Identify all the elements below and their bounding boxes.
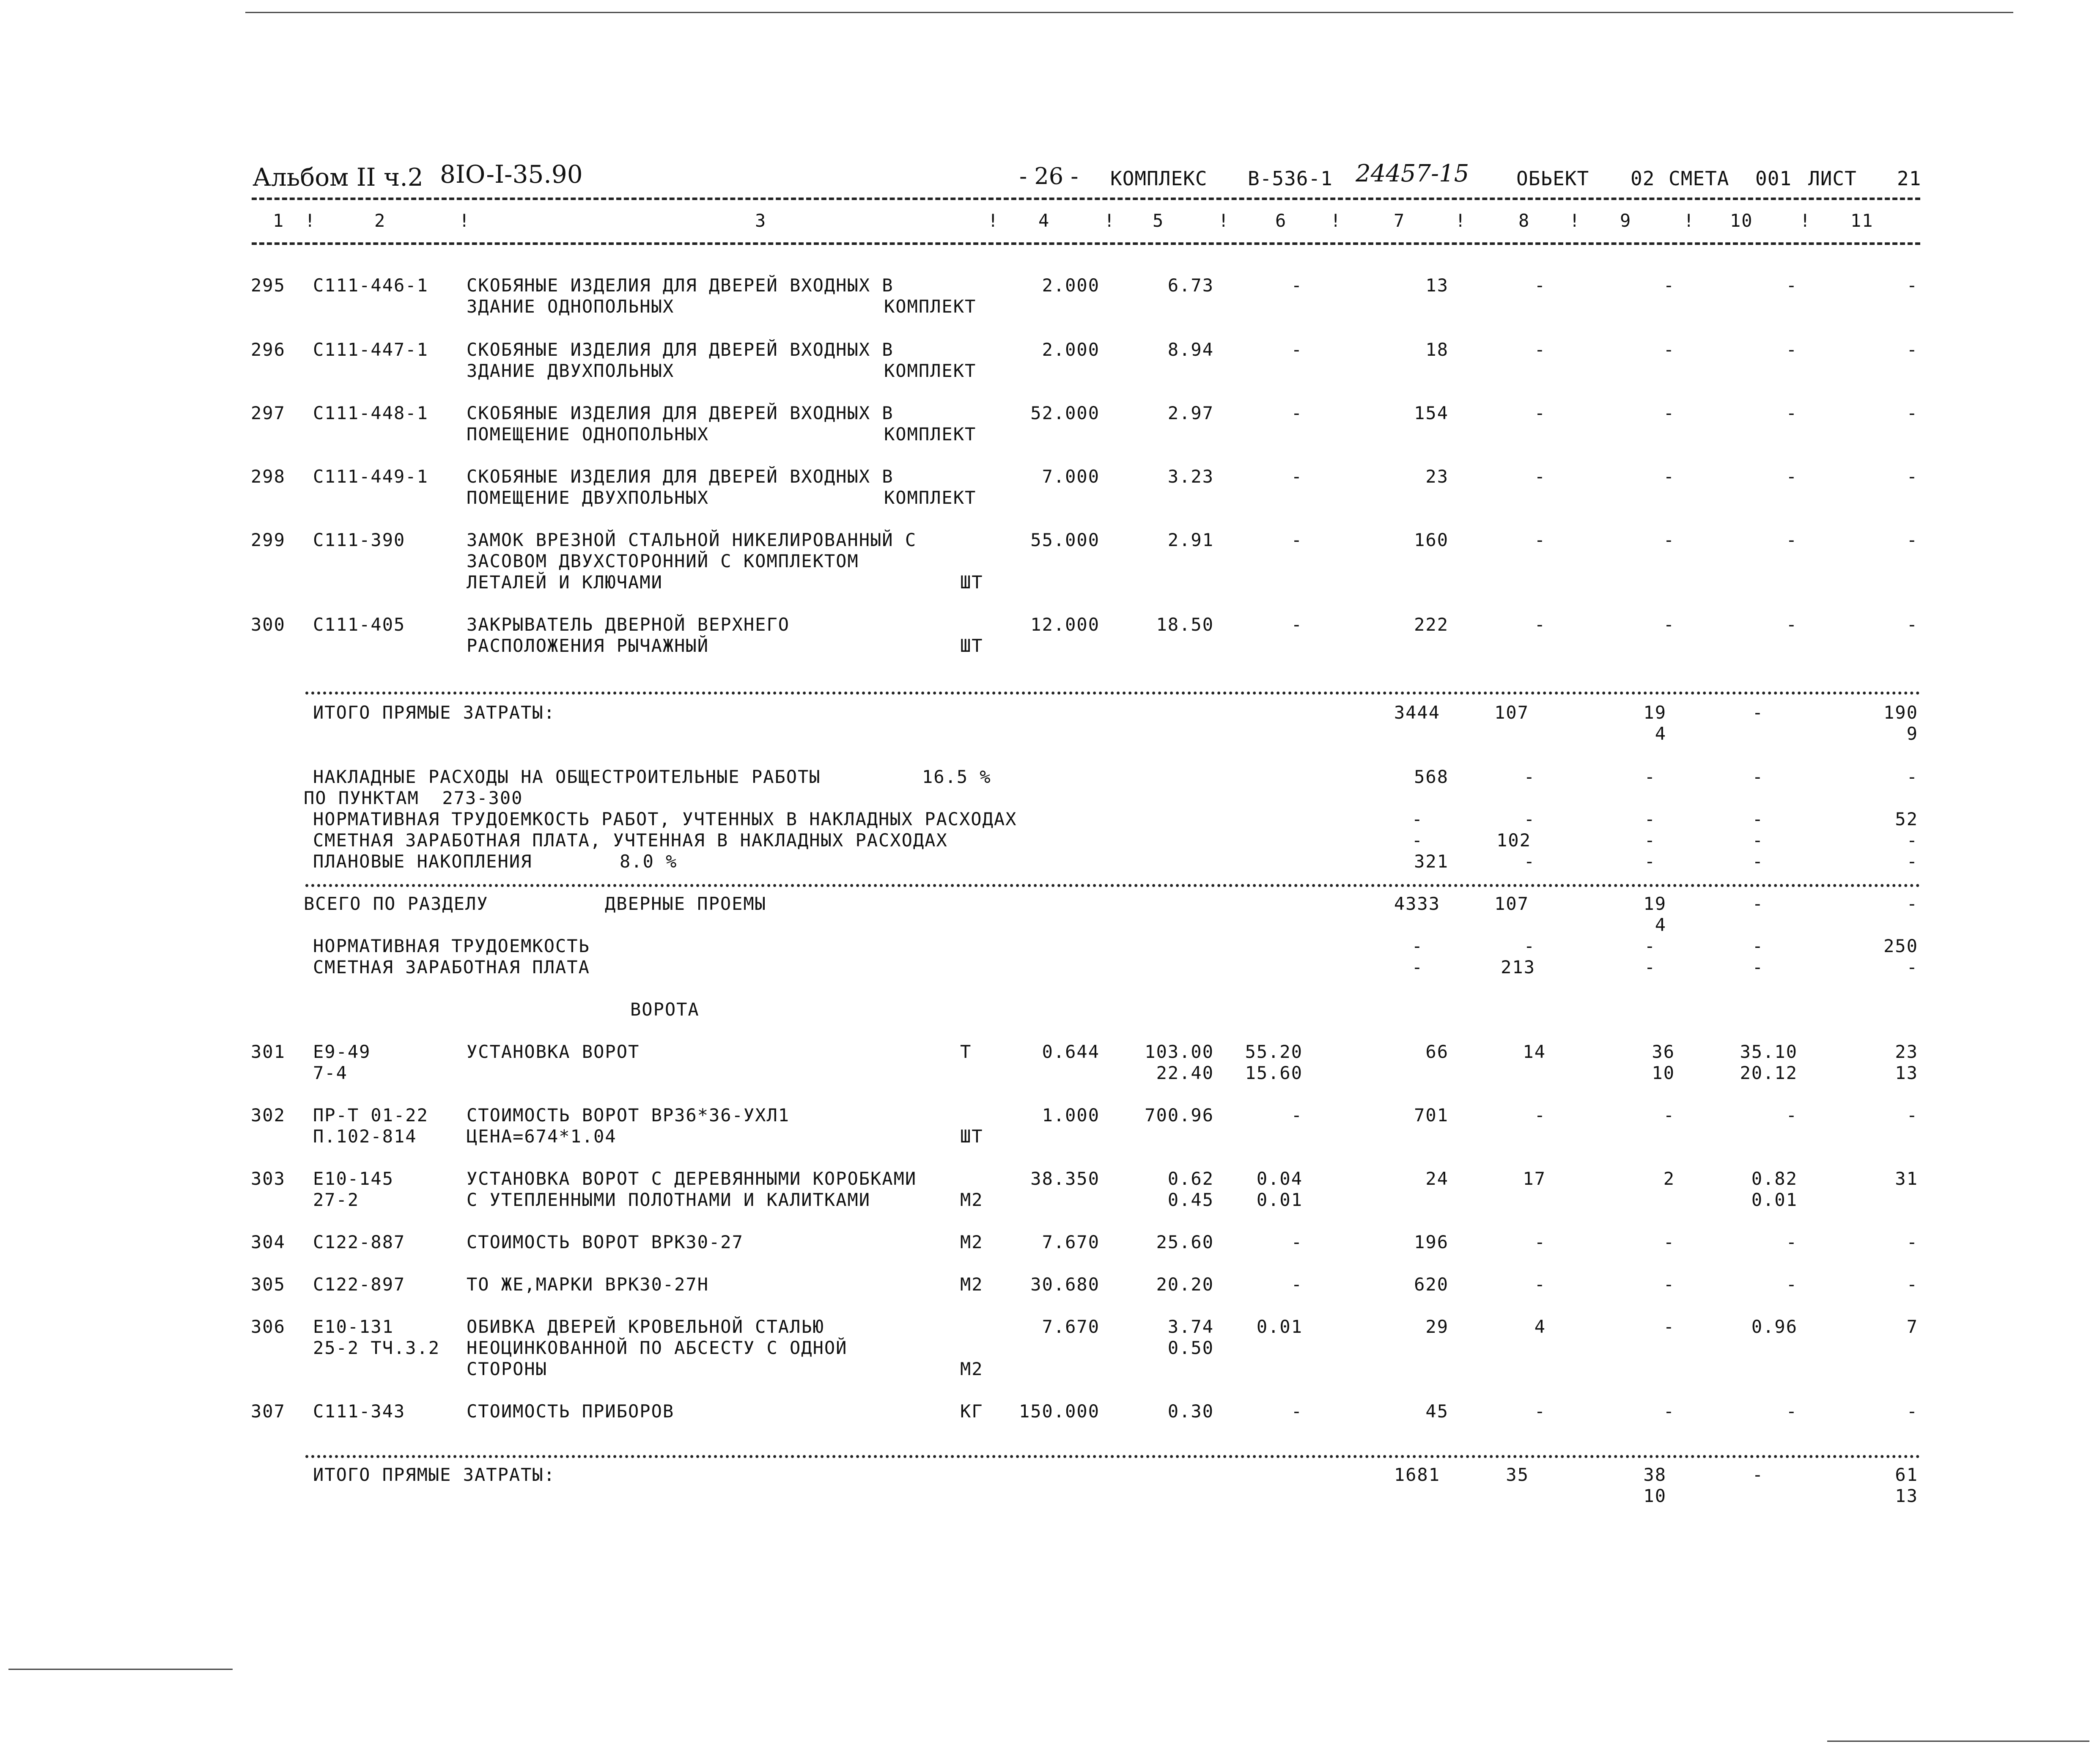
row-labor-total: - (1906, 530, 1918, 550)
total2-label: ИТОГО ПРЯМЫЕ ЗАТРАТЫ: (313, 1464, 556, 1485)
section-wage-cost: - (1411, 957, 1423, 977)
section-wage-labor: - (1906, 957, 1918, 977)
row-machine-total: - (1663, 403, 1675, 423)
row-total-cost: 66 (1425, 1041, 1449, 1062)
row-unit: М2 (960, 1232, 983, 1252)
total2-labor-line2: 13 (1895, 1485, 1918, 1506)
section-total-label: ВСЕГО ПО РАЗДЕЛУ (304, 893, 489, 914)
row-code: С111-405 (313, 614, 406, 635)
estimate-label: СМЕТА (1669, 167, 1729, 190)
row-labor-total: - (1906, 339, 1918, 360)
row-code: С111-390 (313, 530, 406, 550)
row-quantity: 0.644 (1042, 1041, 1100, 1062)
labor-norm-machine: - (1644, 809, 1656, 829)
row-labor-unit: - (1786, 275, 1798, 296)
row-number: 297 (251, 403, 285, 423)
row-unit: КОМПЛЕКТ (884, 487, 977, 508)
row-unit-price: 3.23 (1167, 466, 1214, 487)
planned-wage: - (1524, 851, 1535, 872)
column-header-4: 4 (1038, 210, 1050, 231)
row-machine-total: 2 (1663, 1168, 1675, 1189)
row-number: 298 (251, 466, 285, 487)
labor-norm-labor: 52 (1895, 809, 1918, 829)
column-separator: ! (1218, 210, 1230, 231)
row-wage-total: - (1534, 614, 1546, 635)
row-wage-total: - (1534, 275, 1546, 296)
column-header-2: 2 (374, 210, 386, 231)
overhead-wage: - (1524, 766, 1535, 787)
section-wage-labor-unit: - (1752, 957, 1764, 977)
row-description: СТОРОНЫ (467, 1359, 548, 1379)
row-total-cost: 222 (1414, 614, 1449, 635)
column-separator: ! (1569, 210, 1581, 231)
row-quantity: 150.000 (1018, 1401, 1100, 1422)
overhead-machine: - (1644, 766, 1656, 787)
row-labor-total: 31 (1895, 1168, 1918, 1189)
row-labor-unit: 0.82 (1751, 1168, 1798, 1189)
row-wage-total: - (1534, 530, 1546, 550)
row-machine-total: - (1663, 530, 1675, 550)
page-number: - 26 - (1019, 163, 1079, 189)
section-title: ВОРОТА (630, 999, 700, 1020)
row-quantity: 38.350 (1030, 1168, 1100, 1189)
column-separator: ! (1800, 210, 1812, 231)
row-labor-unit: - (1786, 614, 1798, 635)
row-description: СКОБЯНЫЕ ИЗДЕЛИЯ ДЛЯ ДВЕРЕЙ ВХОДНЫХ В (467, 275, 894, 296)
row-code-line2: 7-4 (313, 1063, 348, 1083)
row-unit: ШТ (960, 635, 983, 656)
row-labor-total: - (1906, 1105, 1918, 1126)
section-total-labor: - (1906, 893, 1918, 914)
total-label: ИТОГО ПРЯМЫЕ ЗАТРАТЫ: (313, 702, 556, 723)
row-total-cost: 45 (1425, 1401, 1449, 1422)
album-title: Альбом II ч.2 (253, 163, 423, 192)
row-wage-total: 17 (1523, 1168, 1546, 1189)
row-total-cost: 196 (1414, 1232, 1449, 1252)
row-code: ПР-Т 01-22 (313, 1105, 428, 1126)
estimate-value: 001 (1755, 167, 1792, 190)
row-labor-total: - (1906, 1274, 1918, 1295)
row-code: Е10-145 (313, 1168, 394, 1189)
wage-norm-cost: - (1411, 830, 1423, 851)
row-wage-total: - (1534, 466, 1546, 487)
total2-cost: 1681 (1394, 1464, 1440, 1485)
row-machine-total: - (1663, 275, 1675, 296)
row-wage-total: 4 (1534, 1316, 1546, 1337)
row-description: НЕОЦИНКОВАННОЙ ПО АБСЕСТУ С ОДНОЙ (467, 1337, 848, 1358)
row-unit-price: 103.00 (1145, 1041, 1214, 1062)
section-labor-labor-unit: - (1752, 936, 1764, 956)
row-wage-total: - (1534, 1274, 1546, 1295)
row-quantity: 2.000 (1042, 275, 1100, 296)
row-code: С111-446-1 (313, 275, 428, 296)
section-labor-labor: 250 (1883, 936, 1918, 956)
wage-norm-labor: - (1906, 830, 1918, 851)
section-wage-machine: - (1644, 957, 1656, 977)
row-unit: М2 (960, 1359, 983, 1379)
row-machine-wage: 15.60 (1245, 1063, 1303, 1083)
total-machine: 19 (1643, 702, 1666, 723)
total-labor-unit: - (1752, 702, 1764, 723)
row-description: ЦЕНА=674*1.04 (467, 1126, 617, 1147)
row-machine-wage: 0.01 (1256, 1189, 1303, 1210)
row-description: ЗДАНИЕ ДВУХПОЛЬНЫХ (467, 360, 675, 381)
row-code: С111-447-1 (313, 339, 428, 360)
row-unit-price: 2.97 (1167, 403, 1214, 423)
row-number: 307 (251, 1401, 285, 1422)
wage-norm-labor-unit: - (1752, 830, 1764, 851)
section-labor-machine: - (1644, 936, 1656, 956)
row-description: СТОИМОСТЬ ВОРОТ ВР36*36-УХЛ1 (467, 1105, 790, 1126)
row-machine-price: 0.01 (1256, 1316, 1303, 1337)
wage-norm-machine: - (1644, 830, 1656, 851)
row-machine-total: - (1663, 614, 1675, 635)
overhead-labor: - (1906, 766, 1918, 787)
column-header-7: 7 (1394, 210, 1405, 231)
row-wage-total: - (1534, 1105, 1546, 1126)
row-machine-price: - (1291, 614, 1303, 635)
column-header-10: 10 (1730, 210, 1753, 231)
row-wage-total: - (1534, 1232, 1546, 1252)
row-labor-total: - (1906, 1232, 1918, 1252)
row-machine-total: - (1663, 339, 1675, 360)
row-description: СКОБЯНЫЕ ИЗДЕЛИЯ ДЛЯ ДВЕРЕЙ ВХОДНЫХ В (467, 339, 894, 360)
row-code-line2: П.102-814 (313, 1126, 417, 1147)
dotted-separator (305, 884, 1920, 887)
row-labor-unit: - (1786, 339, 1798, 360)
labor-norm-wage: - (1524, 809, 1535, 829)
planned-cost: 321 (1414, 851, 1449, 872)
row-description: ЗДАНИЕ ОДНОПОЛЬНЫХ (467, 296, 675, 317)
row-labor-unit: - (1786, 1105, 1798, 1126)
row-machine-price: - (1291, 275, 1303, 296)
row-code-line2: 25-2 ТЧ.3.2 (313, 1337, 440, 1358)
column-header-3: 3 (755, 210, 767, 231)
labor-norm-cost: - (1411, 809, 1423, 829)
column-separator: ! (1455, 210, 1467, 231)
row-quantity: 30.680 (1030, 1274, 1100, 1295)
row-machine-total: 36 (1652, 1041, 1675, 1062)
row-description: ОБИВКА ДВЕРЕЙ КРОВЕЛЬНОЙ СТАЛЬЮ (467, 1316, 824, 1337)
complex-value: В-536-1 (1248, 167, 1333, 190)
row-labor-unit: 0.96 (1751, 1316, 1798, 1337)
row-number: 299 (251, 530, 285, 550)
row-unit-price-wage: 0.45 (1167, 1189, 1214, 1210)
row-total-cost: 24 (1425, 1168, 1449, 1189)
row-wage-total: - (1534, 339, 1546, 360)
row-unit-price-wage: 22.40 (1156, 1063, 1214, 1083)
row-description: ПОМЕЩЕНИЕ ОДНОПОЛЬНЫХ (467, 424, 709, 445)
section-labor-label: НОРМАТИВНАЯ ТРУДОЕМКОСТЬ (313, 936, 590, 956)
row-unit: КОМПЛЕКТ (884, 296, 977, 317)
row-number: 304 (251, 1232, 285, 1252)
row-code: С111-449-1 (313, 466, 428, 487)
row-quantity: 1.000 (1042, 1105, 1100, 1126)
total2-labor: 61 (1895, 1464, 1918, 1485)
planned-machine: - (1644, 851, 1656, 872)
row-unit-price: 3.74 (1167, 1316, 1214, 1337)
row-description: ЗАКРЫВАТЕЛЬ ДВЕРНОЙ ВЕРХНЕГО (467, 614, 790, 635)
row-code: Е9-49 (313, 1041, 371, 1062)
section-labor-cost: - (1411, 936, 1423, 956)
column-header-1: 1 (273, 210, 285, 231)
row-labor-unit-line2: 20.12 (1740, 1063, 1798, 1083)
complex-label: КОМПЛЕКС (1110, 167, 1208, 190)
section-total-labor-unit: - (1752, 893, 1764, 914)
row-unit-price: 0.30 (1167, 1401, 1214, 1422)
row-description: СТОИМОСТЬ ПРИБОРОВ (467, 1401, 675, 1422)
row-number: 296 (251, 339, 285, 360)
column-header-8: 8 (1518, 210, 1530, 231)
row-quantity: 7.670 (1042, 1232, 1100, 1252)
total-labor-line2: 9 (1906, 723, 1918, 744)
row-number: 303 (251, 1168, 285, 1189)
row-machine-price: - (1291, 1274, 1303, 1295)
row-labor-total: - (1906, 275, 1918, 296)
row-code: С122-897 (313, 1274, 406, 1295)
row-number: 301 (251, 1041, 285, 1062)
row-machine-price: - (1291, 403, 1303, 423)
row-code: С111-343 (313, 1401, 406, 1422)
row-code-line2: 27-2 (313, 1189, 360, 1210)
row-machine-price: - (1291, 1232, 1303, 1252)
row-total-cost: 13 (1425, 275, 1449, 296)
row-labor-total-line2: 13 (1895, 1063, 1918, 1083)
section-wage-label: СМЕТНАЯ ЗАРАБОТНАЯ ПЛАТА (313, 957, 590, 977)
section-wage-wage: 213 (1501, 957, 1535, 977)
row-machine-price: - (1291, 466, 1303, 487)
row-labor-unit: - (1786, 466, 1798, 487)
row-quantity: 55.000 (1030, 530, 1100, 550)
row-unit-price: 6.73 (1167, 275, 1214, 296)
row-machine-total-wage: 10 (1652, 1063, 1675, 1083)
row-description: РАСПОЛОЖЕНИЯ РЫЧАЖНЫЙ (467, 635, 709, 656)
labor-norm-labor-unit: - (1752, 809, 1764, 829)
wage-norm-label: СМЕТНАЯ ЗАРАБОТНАЯ ПЛАТА, УЧТЕННАЯ В НАКЛАДНЫХ РАСХОДАХ (313, 830, 948, 851)
row-labor-total: 23 (1895, 1041, 1918, 1062)
row-labor-unit: - (1786, 1232, 1798, 1252)
row-number: 305 (251, 1274, 285, 1295)
total2-labor-unit: - (1752, 1464, 1764, 1485)
planned-labor: - (1906, 851, 1918, 872)
column-header-9: 9 (1620, 210, 1632, 231)
row-unit: М2 (960, 1189, 983, 1210)
row-unit: М2 (960, 1274, 983, 1295)
row-description: ПОМЕЩЕНИЕ ДВУХПОЛЬНЫХ (467, 487, 709, 508)
planned-percent: 8.0 % (620, 851, 678, 872)
row-description: УСТАНОВКА ВОРОТ (467, 1041, 640, 1062)
row-quantity: 7.000 (1042, 466, 1100, 487)
row-labor-unit: - (1786, 1401, 1798, 1422)
row-machine-price: - (1291, 1105, 1303, 1126)
row-number: 306 (251, 1316, 285, 1337)
row-total-cost: 18 (1425, 339, 1449, 360)
row-machine-total: - (1663, 1105, 1675, 1126)
row-unit-price: 20.20 (1156, 1274, 1214, 1295)
row-wage-total: - (1534, 403, 1546, 423)
column-separator: ! (305, 210, 316, 231)
row-code: С111-448-1 (313, 403, 428, 423)
column-separator: ! (988, 210, 999, 231)
row-unit-price: 700.96 (1145, 1105, 1214, 1126)
section-total-cost: 4333 (1394, 893, 1440, 914)
row-machine-total: - (1663, 1316, 1675, 1337)
row-description: ЛЕТАЛЕЙ И КЛЮЧАМИ (467, 572, 663, 593)
planned-label: ПЛАНОВЫЕ НАКОПЛЕНИЯ (313, 851, 533, 872)
column-header-6: 6 (1275, 210, 1287, 231)
object-value: 02 (1631, 167, 1655, 190)
row-machine-price: 55.20 (1245, 1041, 1303, 1062)
row-unit-price: 25.60 (1156, 1232, 1214, 1252)
row-unit: ШТ (960, 572, 983, 593)
row-labor-total: - (1906, 1401, 1918, 1422)
section-total-name: ДВЕРНЫЕ ПРОЕМЫ (605, 893, 767, 914)
dotted-separator (305, 1455, 1920, 1458)
row-unit-price-wage: 0.50 (1167, 1337, 1214, 1358)
total2-machine: 38 (1643, 1464, 1666, 1485)
section-total-wage: 107 (1494, 893, 1529, 914)
overhead-points: ПО ПУНКТАМ 273-300 (304, 788, 523, 808)
overhead-cost: 568 (1414, 766, 1449, 787)
planned-labor-unit: - (1752, 851, 1764, 872)
row-machine-price: - (1291, 1401, 1303, 1422)
handwritten-number: 24457-15 (1356, 160, 1469, 187)
total-machine-wage: 4 (1655, 723, 1666, 744)
sheet-label: ЛИСТ (1808, 167, 1857, 190)
row-description: СТОИМОСТЬ ВОРОТ ВРК30-27 (467, 1232, 744, 1252)
column-separator: ! (1683, 210, 1695, 231)
total2-machine-wage: 10 (1643, 1485, 1666, 1506)
overhead-percent: 16.5 % (922, 766, 991, 787)
row-description: СКОБЯНЫЕ ИЗДЕЛИЯ ДЛЯ ДВЕРЕЙ ВХОДНЫХ В (467, 466, 894, 487)
row-unit: Т (960, 1041, 972, 1062)
row-description: СКОБЯНЫЕ ИЗДЕЛИЯ ДЛЯ ДВЕРЕЙ ВХОДНЫХ В (467, 403, 894, 423)
row-unit-price: 18.50 (1156, 614, 1214, 635)
total-wage: 107 (1494, 702, 1529, 723)
row-description: ТО ЖЕ,МАРКИ ВРК30-27Н (467, 1274, 709, 1295)
row-labor-unit: - (1786, 1274, 1798, 1295)
column-separator: ! (459, 210, 471, 231)
row-total-cost: 160 (1414, 530, 1449, 550)
total-labor: 190 (1883, 702, 1918, 723)
row-total-cost: 154 (1414, 403, 1449, 423)
row-wage-total: - (1534, 1401, 1546, 1422)
row-quantity: 52.000 (1030, 403, 1100, 423)
row-labor-unit: - (1786, 530, 1798, 550)
row-code: С122-887 (313, 1232, 406, 1252)
row-total-cost: 620 (1414, 1274, 1449, 1295)
row-machine-total: - (1663, 466, 1675, 487)
row-unit-price: 2.91 (1167, 530, 1214, 550)
object-label: ОБЬЕКТ (1516, 167, 1589, 190)
section-total-machine: 19 (1643, 893, 1666, 914)
row-unit-price: 0.62 (1167, 1168, 1214, 1189)
row-wage-total: 14 (1523, 1041, 1546, 1062)
row-machine-total: - (1663, 1232, 1675, 1252)
row-labor-total: - (1906, 466, 1918, 487)
row-total-cost: 701 (1414, 1105, 1449, 1126)
row-labor-unit: - (1786, 403, 1798, 423)
overhead-label: НАКЛАДНЫЕ РАСХОДЫ НА ОБЩЕСТРОИТЕЛЬНЫЕ РАБОТЫ (313, 766, 821, 787)
total2-wage: 35 (1506, 1464, 1529, 1485)
row-machine-price: 0.04 (1256, 1168, 1303, 1189)
overhead-labor-unit: - (1752, 766, 1764, 787)
row-quantity: 2.000 (1042, 339, 1100, 360)
row-labor-total: - (1906, 614, 1918, 635)
row-code: Е10-131 (313, 1316, 394, 1337)
row-machine-total: - (1663, 1274, 1675, 1295)
column-separator: ! (1330, 210, 1342, 231)
row-machine-total: - (1663, 1401, 1675, 1422)
row-number: 300 (251, 614, 285, 635)
sheet-value: 21 (1897, 167, 1922, 190)
row-unit-price: 8.94 (1167, 339, 1214, 360)
row-labor-unit: 35.10 (1740, 1041, 1798, 1062)
labor-norm-label: НОРМАТИВНАЯ ТРУДОЕМКОСТЬ РАБОТ, УЧТЕННЫХ В НАКЛАДНЫХ РАСХОДАХ (313, 809, 1017, 829)
row-description: УСТАНОВКА ВОРОТ С ДЕРЕВЯННЫМИ КОРОБКАМИ (467, 1168, 917, 1189)
row-total-cost: 23 (1425, 466, 1449, 487)
row-quantity: 12.000 (1030, 614, 1100, 635)
total-cost: 3444 (1394, 702, 1440, 723)
row-unit: КГ (960, 1401, 983, 1422)
row-unit: КОМПЛЕКТ (884, 360, 977, 381)
row-description: С УТЕПЛЕННЫМИ ПОЛОТНАМИ И КАЛИТКАМИ (467, 1189, 871, 1210)
row-description: ЗАМОК ВРЕЗНОЙ СТАЛЬНОЙ НИКЕЛИРОВАННЫЙ С (467, 530, 917, 550)
column-header-11: 11 (1850, 210, 1874, 231)
row-machine-price: - (1291, 339, 1303, 360)
row-unit: ШТ (960, 1126, 983, 1147)
column-separator: ! (1104, 210, 1116, 231)
section-total-machine-wage: 4 (1655, 914, 1666, 935)
row-total-cost: 29 (1425, 1316, 1449, 1337)
row-labor-unit-line2: 0.01 (1751, 1189, 1798, 1210)
row-machine-price: - (1291, 530, 1303, 550)
row-labor-total: - (1906, 403, 1918, 423)
column-header-5: 5 (1153, 210, 1164, 231)
project-code: 8IO-I-35.90 (440, 160, 583, 189)
row-quantity: 7.670 (1042, 1316, 1100, 1337)
section-labor-wage: - (1524, 936, 1535, 956)
row-unit: КОМПЛЕКТ (884, 424, 977, 445)
row-labor-total: 7 (1906, 1316, 1918, 1337)
row-description: ЗАСОВОМ ДВУХСТОРОННИЙ С КОМПЛЕКТОМ (467, 551, 859, 571)
row-number: 295 (251, 275, 285, 296)
dotted-separator (305, 692, 1920, 695)
row-number: 302 (251, 1105, 285, 1126)
wage-norm-wage: 102 (1496, 830, 1531, 851)
